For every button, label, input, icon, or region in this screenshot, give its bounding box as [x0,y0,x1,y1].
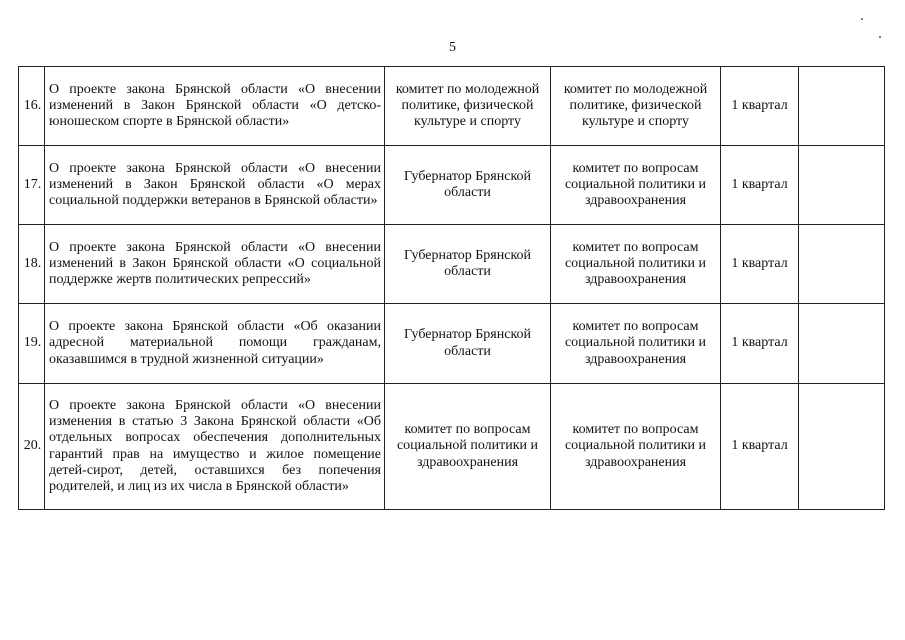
row-number: 16. [19,67,45,146]
row-note [799,146,885,225]
row-initiator: Губернатор Брянской области [385,225,551,304]
table-row [19,225,885,304]
row-initiator: Губернатор Брянской области [385,146,551,225]
table-row [19,67,885,146]
row-term: 1 квартал [721,304,799,384]
page-number: 5 [449,40,456,55]
row-number: 18. [19,225,45,304]
row-title: О проекте закона Брянской области «О внесении изменений в Закон Брянской области «О мерах социальной поддержки ветеранов в Брянской области» [45,146,385,225]
row-responsible: комитет по вопросам социальной политики и здравоохранения [551,146,721,225]
row-term: 1 квартал [721,225,799,304]
row-term: 1 квартал [721,384,799,510]
row-initiator: комитет по вопросам социальной политики и здравоохранения [385,384,551,510]
row-note [799,384,885,510]
row-title: О проекте закона Брянской области «О внесении изменений в Закон Брянской области «О социальной поддержке жертв политических репрессий» [45,225,385,304]
table-row [19,384,885,510]
row-term: 1 квартал [721,67,799,146]
row-number: 20. [19,384,45,510]
row-note [799,67,885,146]
row-responsible: комитет по вопросам социальной политики и здравоохранения [551,304,721,384]
row-title: О проекте закона Брянской области «О внесении изменений в Закон Брянской области «О детско-юношеском спорте в Брянской области» [45,67,385,146]
row-title: О проекте закона Брянской области «Об оказании адресной материальной помощи гражданам, оказавшимся в трудной жизненной ситуации» [45,304,385,384]
row-term: 1 квартал [721,146,799,225]
row-number: 17. [19,146,45,225]
row-note [799,304,885,384]
row-initiator: Губернатор Брянской области [385,304,551,384]
row-title: О проекте закона Брянской области «О внесении изменения в статью 3 Закона Брянской области «Об отдельных вопросах обеспечения дополнительных гарантий прав на имущество и жилое помещение детей-сирот, детей, оставшихся без попечения родителей, и лиц из их числа в Брянской области» [45,384,385,510]
row-initiator: комитет по молодежной политике, физической культуре и спорту [385,67,551,146]
row-number: 19. [19,304,45,384]
scan-speck [879,36,881,38]
table-row [19,304,885,384]
legislative-plan-table [18,66,885,510]
row-responsible: комитет по вопросам социальной политики и здравоохранения [551,225,721,304]
row-responsible: комитет по вопросам социальной политики и здравоохранения [551,384,721,510]
table-row [19,146,885,225]
scan-speck [861,18,863,20]
row-responsible: комитет по молодежной политике, физической культуре и спорту [551,67,721,146]
row-note [799,225,885,304]
